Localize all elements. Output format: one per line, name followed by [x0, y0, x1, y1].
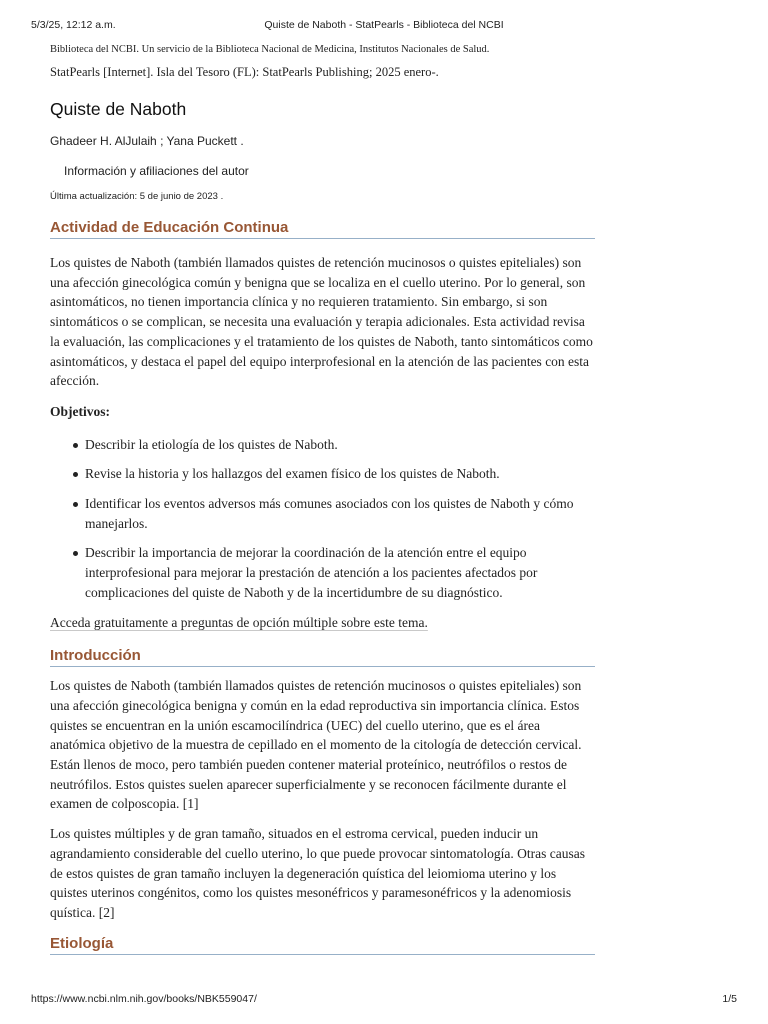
- section-heading-introduction: Introducción: [50, 647, 595, 667]
- authors[interactable]: Ghadeer H. AlJulaih ; Yana Puckett .: [50, 134, 244, 148]
- introduction-paragraph-1: Los quistes de Naboth (también llamados quistes de retención mucinosos o quistes epiteliales) son una afección ginecológica benigna y común en la edad reproductiva sin importancia clínica. Estos quistes se encuentran en la unión escamocilíndrica (UEC) del cuello uterino, que es el área anatómica objetivo de la muestra de cepillado en el momento de la citología de detección cervical. Están llenos de moco, pero también pueden contener material proteínico, neutrófilos o restos de neutrófilos. Estos quistes suelen aparecer superficialmente y se reconocen fácilmente durante el examen de colposcopia. [1]: [50, 678, 582, 812]
- list-item: Identificar los eventos adversos más comunes asociados con los quistes de Naboth y cómo manejarlos.: [85, 494, 595, 533]
- multiple-choice-questions-link[interactable]: Acceda gratuitamente a preguntas de opción múltiple sobre este tema.: [50, 614, 428, 630]
- last-updated: Última actualización: 5 de junio de 2023 .: [50, 191, 224, 202]
- page-number: 1/5: [722, 993, 737, 1005]
- ncbi-service-line: Biblioteca del NCBI. Un servicio de la Biblioteca Nacional de Medicina, Institutos Nacionales de Salud.: [50, 44, 490, 55]
- print-page-title: Quiste de Naboth - StatPearls - Biblioteca del NCBI: [264, 19, 504, 31]
- list-item: Revise la historia y los hallazgos del examen físico de los quistes de Naboth.: [85, 464, 595, 484]
- objectives-list: [50, 435, 595, 603]
- print-header: [31, 19, 737, 33]
- author-affiliations-link[interactable]: Información y afiliaciones del autor: [64, 164, 249, 178]
- list-item: Describir la etiología de los quistes de Naboth.: [85, 435, 595, 455]
- continuing-education-paragraph: Los quistes de Naboth (también llamados quistes de retención mucinosos o quistes epiteliales) son una afección ginecológica común y benigna que se localiza en el cuello uterino. Por lo general, son asintomáticos, no tienen importancia clínica y no requieren tratamiento. Sin embargo, si son sintomáticos o se complican, se necesita una evaluación y terapia adicionales. Esta actividad revisa la evaluación, las complicaciones y el tratamiento de los quistes de Naboth, tanto sintomáticos como asintomáticos, y destaca el papel del equipo interprofesional en la atención de las pacientes con esta afección.: [50, 255, 593, 389]
- introduction-paragraph-2: Los quistes múltiples y de gran tamaño, situados en el estroma cervical, pueden inducir un agrandamiento considerable del cuello uterino, lo que puede provocar sintomatología. Otras causas de estos quistes de gran tamaño incluyen la degeneración quística del leiomioma uterino y los quistes uterinos congénitos, como los quistes mesonéfricos y paramesonéfricos y la adenomiosis quística. [2]: [50, 826, 585, 920]
- section-heading-continuing-education: Actividad de Educación Continua: [50, 219, 595, 239]
- objectives-label: Objetivos:: [50, 403, 110, 419]
- article-content: [50, 40, 595, 955]
- print-url: https://www.ncbi.nlm.nih.gov/books/NBK559047/: [31, 993, 257, 1005]
- section-heading-etiology: Etiología: [50, 935, 595, 955]
- page-title: Quiste de Naboth: [50, 99, 187, 119]
- print-date: 5/3/25, 12:12 a.m.: [31, 19, 116, 31]
- list-item: Describir la importancia de mejorar la coordinación de la atención entre el equipo interprofesional para mejorar la prestación de atención a los pacientes afectados por complicaciones del quiste de Naboth y de la incertidumbre de su diagnóstico.: [85, 543, 595, 602]
- citation: StatPearls [Internet]. Isla del Tesoro (FL): StatPearls Publishing; 2025 enero-.: [50, 65, 439, 79]
- print-footer: [31, 993, 737, 1007]
